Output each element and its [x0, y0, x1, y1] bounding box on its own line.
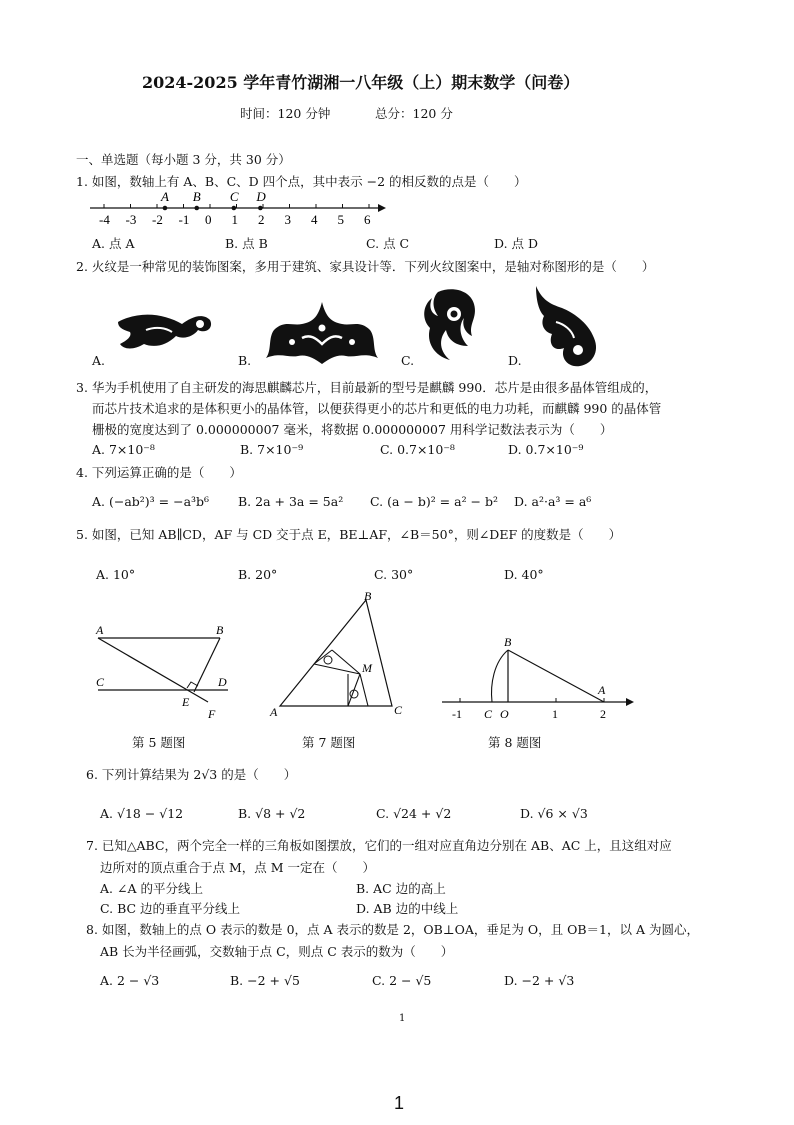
- q1-number-line: [86, 190, 386, 230]
- q1-point-label: A: [160, 190, 169, 204]
- exam-score: 总分：120 分: [375, 106, 453, 121]
- exam-time: 时间：120 分钟: [240, 106, 331, 121]
- q3-option-a[interactable]: A. 7×10⁻⁸: [92, 442, 155, 457]
- q3-option-b[interactable]: B. 7×10⁻⁹: [240, 442, 304, 457]
- fire-pattern-a: [110, 300, 220, 360]
- q2-option-d[interactable]: D.: [508, 353, 522, 368]
- fig7-caption: 第 7 题图: [302, 735, 356, 750]
- section-heading: 一、单选题（每小题 3 分，共 30 分）: [76, 152, 291, 167]
- q5-option-a[interactable]: A. 10°: [96, 567, 136, 582]
- page-number: 1: [394, 1093, 405, 1113]
- q7-option-a[interactable]: A. ∠A 的平分线上: [100, 881, 203, 896]
- q3-option-d[interactable]: D. 0.7×10⁻⁹: [508, 442, 584, 457]
- fig5-label-c: C: [96, 675, 105, 689]
- q1-tick-label: 0: [205, 212, 212, 227]
- q1-point: [194, 206, 199, 211]
- q3-line3: 栅极的宽度达到了 0.000000007 毫米，将数据 0.000000007 用科学记数法表示为（ ）: [92, 422, 613, 437]
- fig8-label-neg1: -1: [452, 707, 462, 721]
- page-title: 2024-2025 学年青竹湖湘一八年级（上）期末数学（问卷）: [142, 73, 580, 92]
- fig5-label-a: A: [96, 623, 104, 637]
- q7-line2: 边所对的顶点重合于点 M，点 M 一定在（ ）: [100, 860, 376, 875]
- q1-point: [258, 206, 263, 211]
- figure-8: [436, 632, 636, 722]
- q1-tick-label: 4: [311, 212, 318, 227]
- q4-option-c[interactable]: C. (a − b)² = a² − b²: [370, 494, 499, 509]
- q7-option-d[interactable]: D. AB 边的中线上: [356, 901, 459, 916]
- fig8-label-a: A: [598, 683, 606, 697]
- q6-option-a[interactable]: A. √18 − √12: [100, 806, 184, 821]
- q5-option-d[interactable]: D. 40°: [504, 567, 544, 582]
- q1-tick-label: 6: [364, 212, 371, 227]
- q1-tick-label: 5: [337, 212, 344, 227]
- fig8-label-b: B: [504, 635, 512, 649]
- q1-option-a[interactable]: A. 点 A: [92, 236, 135, 251]
- q6-option-c[interactable]: C. √24 + √2: [376, 806, 452, 821]
- q2-option-b[interactable]: B.: [238, 353, 252, 368]
- q7-option-b[interactable]: B. AC 边的高上: [356, 881, 446, 896]
- q8-option-b[interactable]: B. −2 + √5: [230, 973, 300, 988]
- q1-tick-label: 3: [284, 212, 291, 227]
- q1-option-d[interactable]: D. 点 D: [494, 236, 539, 251]
- fire-pattern-d: [528, 282, 608, 372]
- q6-stem: 6. 下列计算结果为 2√3 的是（ ）: [86, 767, 297, 782]
- q1-point-label: B: [192, 190, 201, 204]
- q1-option-c[interactable]: C. 点 C: [366, 236, 410, 251]
- q4-option-b[interactable]: B. 2a + 3a = 5a²: [238, 494, 344, 509]
- fig7-label-a: A: [270, 705, 278, 719]
- fig8-label-2: 2: [600, 707, 606, 721]
- q5-option-b[interactable]: B. 20°: [238, 567, 278, 582]
- q5-option-c[interactable]: C. 30°: [374, 567, 414, 582]
- fig7-label-b: B: [364, 590, 372, 603]
- q6-option-d[interactable]: D. √6 × √3: [520, 806, 588, 821]
- q5-stem: 5. 如图，已知 AB∥CD，AF 与 CD 交于点 E，BE⊥AF，∠B＝50°，则∠DEF 的度数是（ ）: [76, 527, 622, 542]
- q1-point-label: C: [229, 190, 239, 204]
- fig8-label-1: 1: [552, 707, 558, 721]
- q4-option-d[interactable]: D. a²·a³ = a⁶: [514, 494, 592, 509]
- q1-tick-label: -3: [125, 212, 137, 227]
- q1-tick-label: -4: [99, 212, 110, 227]
- figure-5: [88, 616, 248, 726]
- q7-line1: 7. 已知△ABC，两个完全一样的三角板如图摆放，它们的一组对应直角边分别在 AB、AC 上，且这组对应: [86, 838, 672, 853]
- q8-option-d[interactable]: D. −2 + √3: [504, 973, 575, 988]
- q1-stem: 1. 如图，数轴上有 A、B、C、D 四个点，其中表示 −2 的相反数的点是（ ）: [76, 174, 527, 189]
- q3-option-c[interactable]: C. 0.7×10⁻⁸: [380, 442, 455, 457]
- fig7-label-c: C: [394, 703, 403, 717]
- q1-tick-label: -2: [152, 212, 163, 227]
- q1-option-b[interactable]: B. 点 B: [225, 236, 268, 251]
- q1-tick-label: 2: [258, 212, 265, 227]
- fig8-label-c: C: [484, 707, 493, 721]
- q6-option-b[interactable]: B. √8 + √2: [238, 806, 306, 821]
- fig8-caption: 第 8 题图: [488, 735, 542, 750]
- fig5-label-b: B: [216, 623, 224, 637]
- q1-point: [163, 206, 168, 211]
- q1-point-label: D: [256, 190, 266, 204]
- fig5-label-f: F: [208, 707, 216, 721]
- q3-line1: 3. 华为手机使用了自主研发的海思麒麟芯片，目前最新的型号是麒麟 990．芯片是由很多晶体管组成的，: [76, 380, 658, 395]
- q8-option-c[interactable]: C. 2 − √5: [372, 973, 432, 988]
- q7-option-c[interactable]: C. BC 边的垂直平分线上: [100, 901, 241, 916]
- footer-small-page: 1: [399, 1013, 406, 1024]
- q1-tick-label: 1: [231, 212, 238, 227]
- figure-7: [266, 590, 416, 722]
- fig5-label-e: E: [182, 695, 190, 709]
- q8-line2: AB 长为半径画弧，交数轴于点 C，则点 C 表示的数为（ ）: [100, 944, 454, 959]
- fire-pattern-c: [418, 284, 488, 364]
- q1-point: [232, 206, 237, 211]
- q2-option-c[interactable]: C.: [401, 353, 415, 368]
- fire-pattern-b: [262, 298, 382, 368]
- q1-tick-label: -1: [178, 212, 190, 227]
- fig5-label-d: D: [218, 675, 227, 689]
- q4-option-a[interactable]: A. (−ab²)³ = −a³b⁶: [92, 494, 210, 509]
- q3-line2: 而芯片技术追求的是体积更小的晶体管，以便获得更小的芯片和更低的电力功耗，而麒麟 990 的晶体管: [92, 401, 662, 416]
- fig7-label-m: M: [362, 661, 372, 675]
- fig5-caption: 第 5 题图: [132, 735, 186, 750]
- fig8-label-o: O: [500, 707, 509, 721]
- q8-option-a[interactable]: A. 2 − √3: [100, 973, 160, 988]
- q8-line1: 8. 如图，数轴上的点 O 表示的数是 0，点 A 表示的数是 2，OB⊥OA，垂足为 O，且 OB＝1，以 A 为圆心，: [86, 922, 699, 937]
- q4-stem: 4. 下列运算正确的是（ ）: [76, 465, 242, 480]
- q2-option-a[interactable]: A.: [92, 353, 106, 368]
- q2-stem: 2. 火纹是一种常见的装饰图案，多用于建筑、家具设计等．下列火纹图案中，是轴对称图形的是（ ）: [76, 259, 655, 274]
